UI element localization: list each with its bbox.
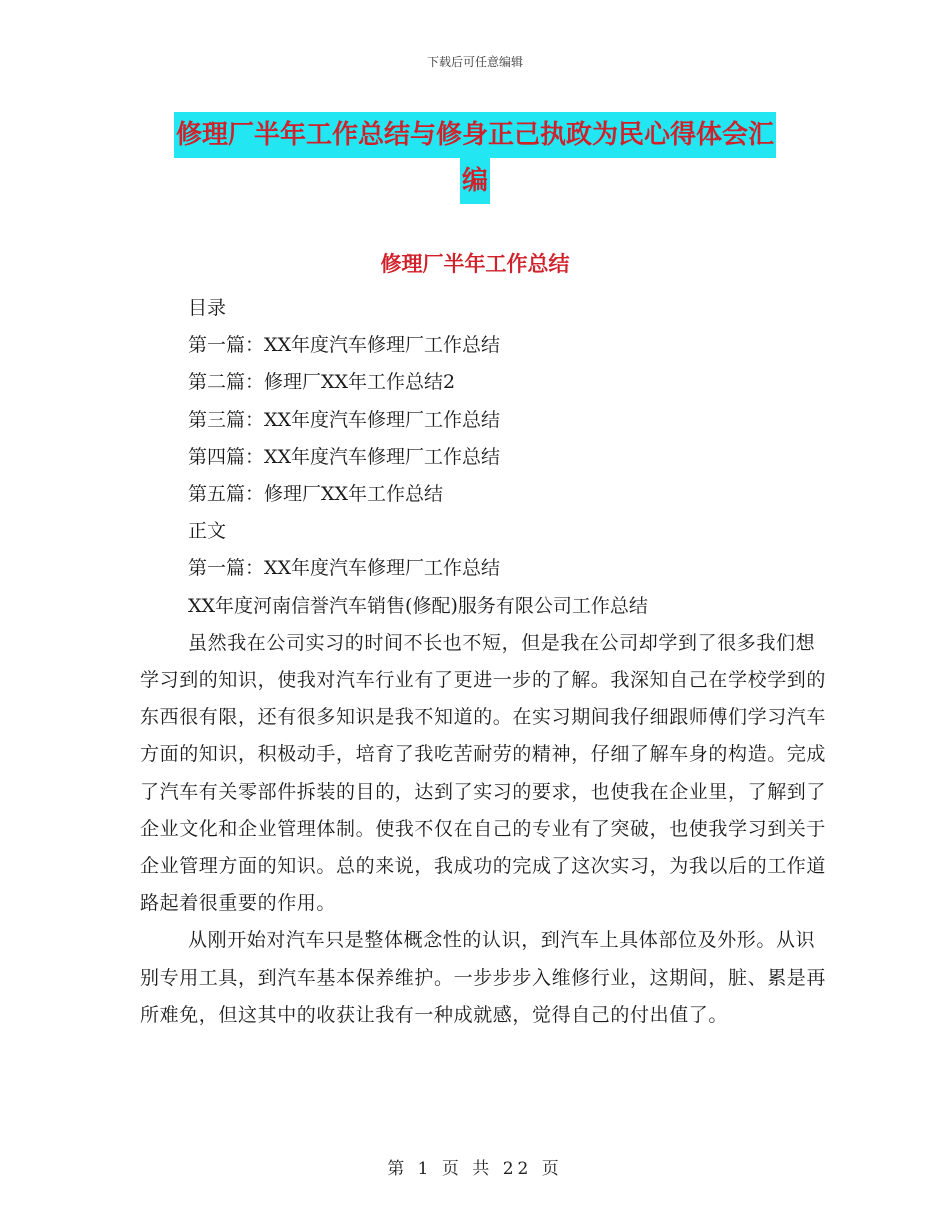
body-heading: 正文 [188, 520, 227, 543]
section-title: 修理厂半年工作总结 [380, 252, 570, 276]
body-text [140, 290, 830, 1034]
chapter-heading: 第一篇：XX年度汽车修理厂工作总结 [188, 557, 501, 580]
toc-item: 第四篇：XX年度汽车修理厂工作总结 [188, 445, 501, 468]
toc-item: 第三篇：XX年度汽车修理厂工作总结 [188, 408, 501, 431]
main-title [0, 112, 950, 204]
paragraph: 从刚开始对汽车只是整体概念性的认识，到汽车上具体部位及外形。从识别专用工具，到汽车基本保养维护。一步步步入维修行业，这期间，脏、累是再所难免，但这其中的收获让我有一种成就感，觉得自己的付出值了。 [140, 929, 827, 1026]
paragraph: 虽然我在公司实习的时间不长也不短，但是我在公司却学到了很多我们想学习到的知识，使我对汽车行业有了更进一步的了解。我深知自己在学校学到的东西很有限，还有很多知识是我不知道的。在实习期间我仔细跟师傅们学习汽车方面的知识，积极动手，培育了我吃苦耐劳的精神，仔细了解车身的构造。完成了汽车有关零部件拆装的目的，达到了实习的要求，也使我在企业里，了解到了企业文化和企业管理体制。使我不仅在自己的专业有了突破，也使我学习到关于企业管理方面的知识。总的来说，我成功的完成了这次实习，为我以后的工作道路起着很重要的作用。 [140, 631, 827, 915]
toc-item: 第一篇：XX年度汽车修理厂工作总结 [188, 334, 501, 357]
toc-heading: 目录 [188, 297, 227, 319]
main-title-line-2: 编 [460, 158, 490, 204]
toc-item: 第五篇：修理厂XX年工作总结 [188, 483, 444, 506]
toc-item: 第二篇：修理厂XX年工作总结2 [188, 371, 456, 394]
main-title-line-1: 修理厂半年工作总结与修身正己执政为民心得体会汇 [174, 112, 776, 158]
page-footer: 第 1 页 共 22 页 [387, 1159, 563, 1179]
report-heading: XX年度河南信誉汽车销售(修配)服务有限公司工作总结 [188, 594, 648, 617]
header-note: 下载后可任意编辑 [426, 55, 523, 69]
